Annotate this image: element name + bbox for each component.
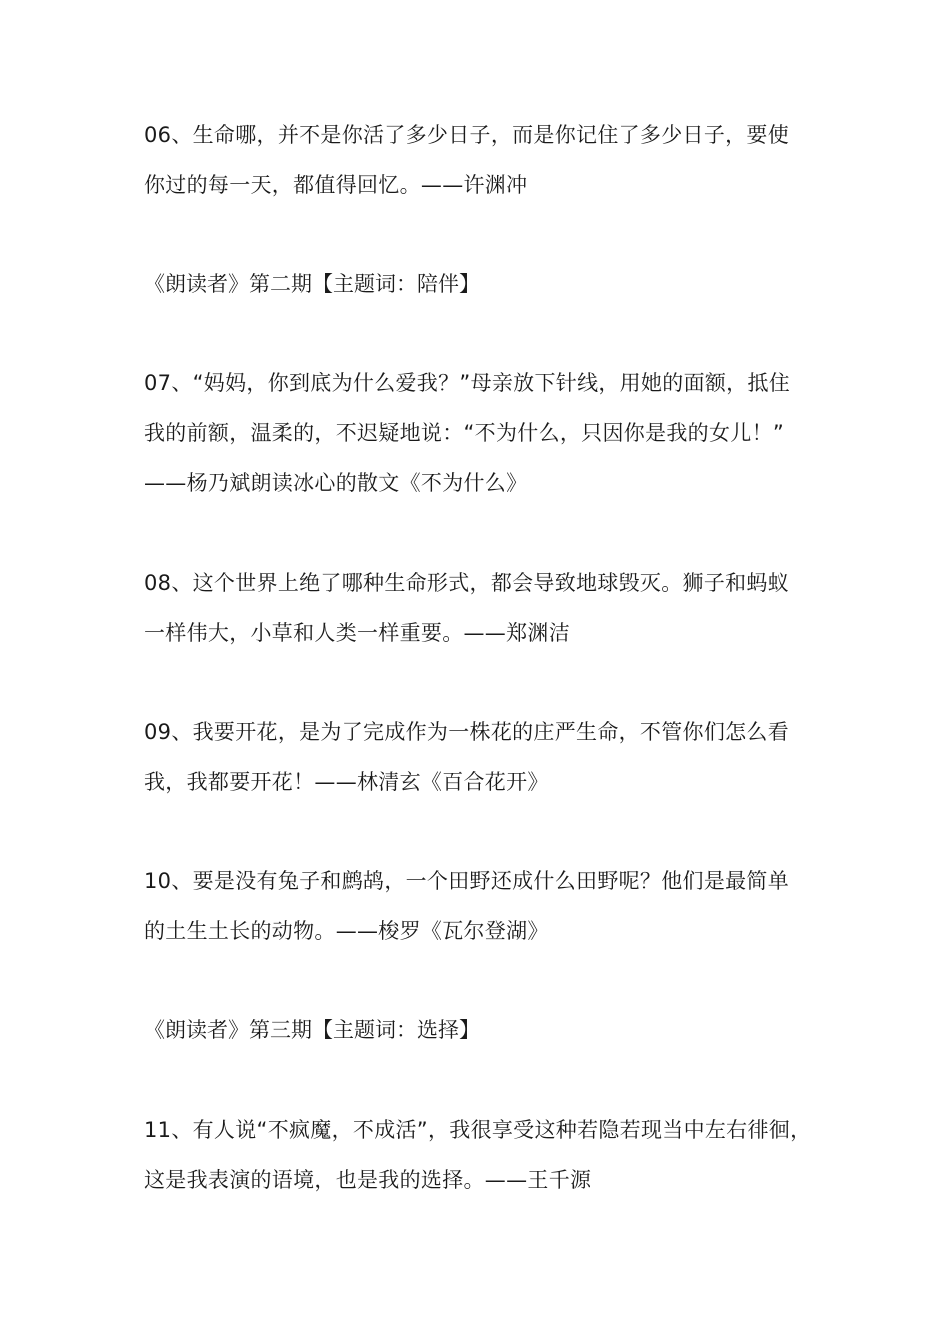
- quote-line: 11、有人说“不疯魔，不成活”，我很享受这种若隐若现当中左右徘徊，: [144, 1118, 812, 1142]
- quote-line: 我的前额，温柔的，不迟疑地说：“不为什么，只因你是我的女儿！”: [144, 421, 785, 445]
- quote-line: 你过的每一天，都值得回忆。——许渊冲: [144, 173, 528, 197]
- quote-line: 一样伟大，小草和人类一样重要。——郑渊洁: [144, 621, 570, 645]
- section-heading-episode-3: 《朗读者》第三期【主题词：选择】: [144, 1018, 480, 1042]
- quote-line: 06、生命哪，并不是你活了多少日子，而是你记住了多少日子，要使: [144, 123, 790, 147]
- quote-11: [144, 1105, 814, 1205]
- quote-line: 我，我都要开花！——林清玄《百合花开》: [144, 770, 549, 794]
- quote-06: [144, 110, 814, 210]
- quote-line: 07、“妈妈，你到底为什么爱我？”母亲放下针线，用她的面额，抵住: [144, 371, 791, 395]
- quote-07: [144, 358, 814, 508]
- quote-line: 08、这个世界上绝了哪种生命形式，都会导致地球毁灭。狮子和蚂蚁: [144, 571, 790, 595]
- quote-line: ——杨乃斌朗读冰心的散文《不为什么》: [144, 471, 528, 495]
- quote-10: [144, 856, 814, 956]
- quote-line: 09、我要开花，是为了完成作为一株花的庄严生命，不管你们怎么看: [144, 720, 790, 744]
- section-heading-episode-2: 《朗读者》第二期【主题词：陪伴】: [144, 272, 480, 296]
- quote-line: 的土生土长的动物。——梭罗《瓦尔登湖》: [144, 919, 549, 943]
- quote-08: [144, 558, 814, 658]
- quote-line: 10、要是没有兔子和鹧鸪，一个田野还成什么田野呢？他们是最简单: [144, 869, 790, 893]
- quote-09: [144, 707, 814, 807]
- quote-line: 这是我表演的语境，也是我的选择。——王千源: [144, 1168, 592, 1192]
